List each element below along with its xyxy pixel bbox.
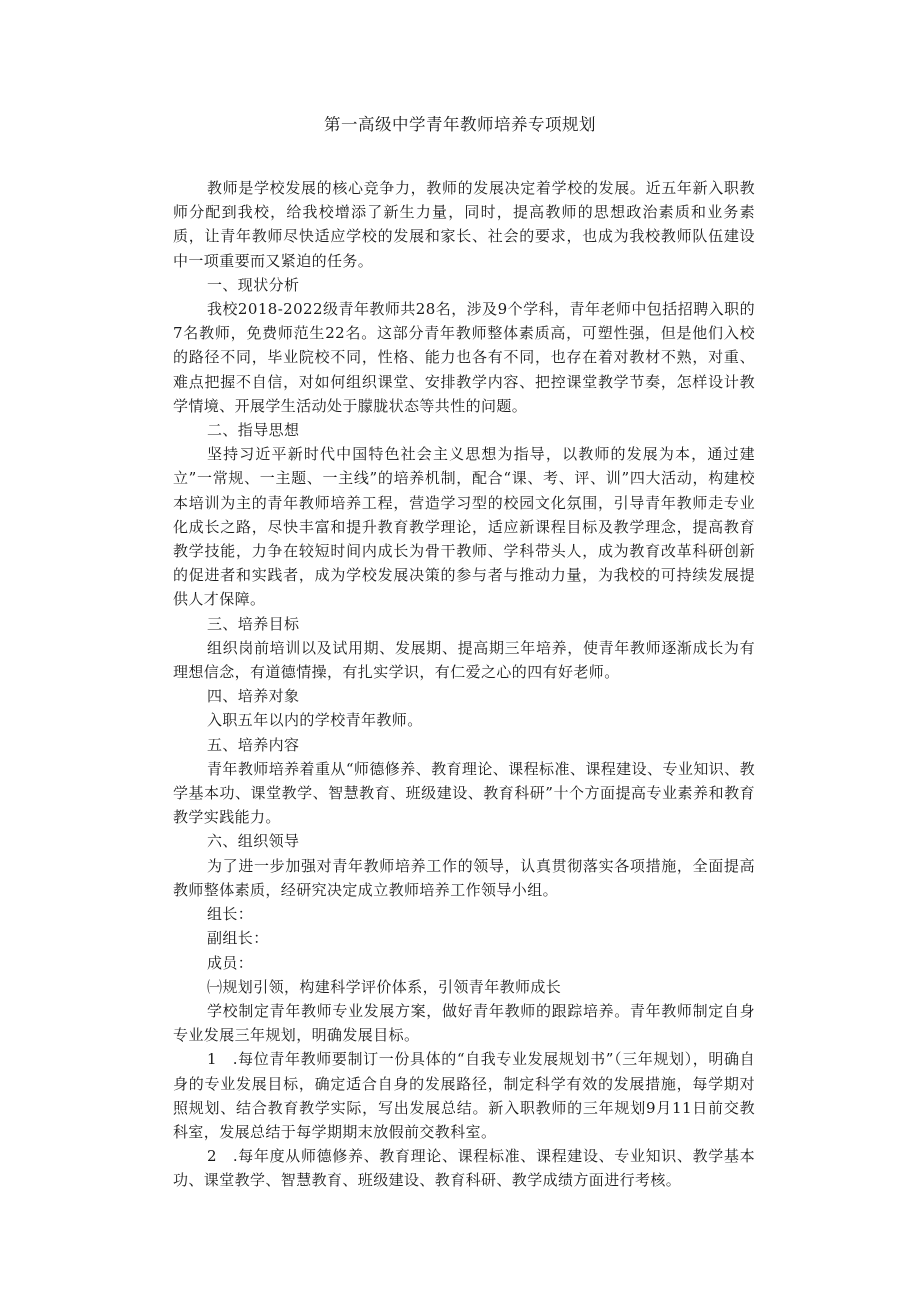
section-heading-targets: 四、培养对象: [207, 687, 300, 706]
list-item-2: 2 .每年度从师德修养、教育理论、课程标准、课程建设、专业知识、教学基本功、课堂教学、智慧教育、班级建设、教育科研、教学成绩方面进行考核。: [173, 1147, 755, 1190]
document-title: 第一高级中学青年教师培养专项规划: [324, 115, 596, 134]
goals-paragraph: 组织岗前培训以及试用期、发展期、提高期三年培养，使青年教师逐渐成长为有理想信念，有道德情操，有扎实学识，有仁爱之心的四有好老师。: [173, 638, 755, 682]
subsection-heading-planning: ㈠规划引领，构建科学评价体系，引领青年教师成长: [207, 977, 562, 996]
leader-line: 组长：: [207, 905, 254, 924]
leadership-paragraph: 为了进一步加强对青年教师培养工作的领导，认真贯彻落实各项措施，全面提高教师整体素质，经研究决定成立教师培养工作领导小组。: [173, 856, 755, 899]
list-item-1: 1 .每位青年教师要制订一份具体的“自我专业发展规划书”（三年规划），明确自身的专业发展目标，确定适合自身的发展路径，制定科学有效的发展措施，每学期对照规划、结合教育教学实际，写出发展总结。新入职教师的三年规划9月11日前交教科室，发展总结于每学期期末放假前交教科室。: [173, 1050, 755, 1141]
intro-paragraph: 教师是学校发展的核心竞争力，教师的发展决定着学校的发展。近五年新入职教师分配到我校，给我校增添了新生力量，同时，提高教师的思想政治素质和业务素质，让青年教师尽快适应学校的发展和家长、社会的要求，也成为我校教师队伍建设中一项重要而又紧迫的任务。: [173, 179, 755, 270]
section-heading-leadership: 六、组织领导: [207, 832, 300, 851]
guiding-ideology-paragraph: 坚持习近平新时代中国特色社会主义思想为指导，以教师的发展为本，通过建立”一常规、一主题、一主线”的培养机制，配合“课、考、评、训”四大活动，构建校本培训为主的青年教师培养工程，营造学习型的校园文化氛围，引导青年教师走专业化成长之路，尽快丰富和提升教育教学理论，适应新课程目标及教学理念，提高教育教学技能，力争在较短时间内成长为骨干教师、学科带头人，成为教育改革科研创新的促进者和实践者，成为学校发展决策的参与者与推动力量，为我校的可持续发展提供人才保障。: [173, 445, 755, 609]
section-heading-guiding-ideology: 二、指导思想: [207, 421, 300, 440]
document-body: [173, 176, 755, 1193]
section-heading-content: 五、培养内容: [207, 735, 300, 754]
targets-paragraph: 入职五年以内的学校青年教师。: [207, 711, 423, 730]
section-heading-status: 一、现状分析: [207, 275, 300, 294]
planning-paragraph: 学校制定青年教师专业发展方案，做好青年教师的跟踪培养。青年教师制定自身专业发展三年规划，明确发展目标。: [173, 1001, 755, 1045]
deputy-leader-line: 副组长：: [207, 929, 269, 948]
section-heading-goals: 三、培养目标: [207, 614, 300, 633]
members-line: 成员：: [207, 953, 254, 972]
content-paragraph: 青年教师培养着重从“师德修养、教育理论、课程标准、课程建设、专业知识、教学基本功、课堂教学、智慧教育、班级建设、教育科研”十个方面提高专业素养和教育教学实践能力。: [173, 759, 755, 827]
status-paragraph: 我校2018-2022级青年教师共28名，涉及9个学科，青年老师中包括招聘入职的7名教师，免费师范生22名。这部分青年教师整体素质高，可塑性强，但是他们入校的路径不同，毕业院校不同，性格、能力也各有不同，也存在着对教材不熟，对重、难点把握不自信，对如何组织课堂、安排教学内容、把控课堂教学节奏，怎样设计教学情境、开展学生活动处于朦胧状态等共性的问题。: [173, 300, 755, 415]
